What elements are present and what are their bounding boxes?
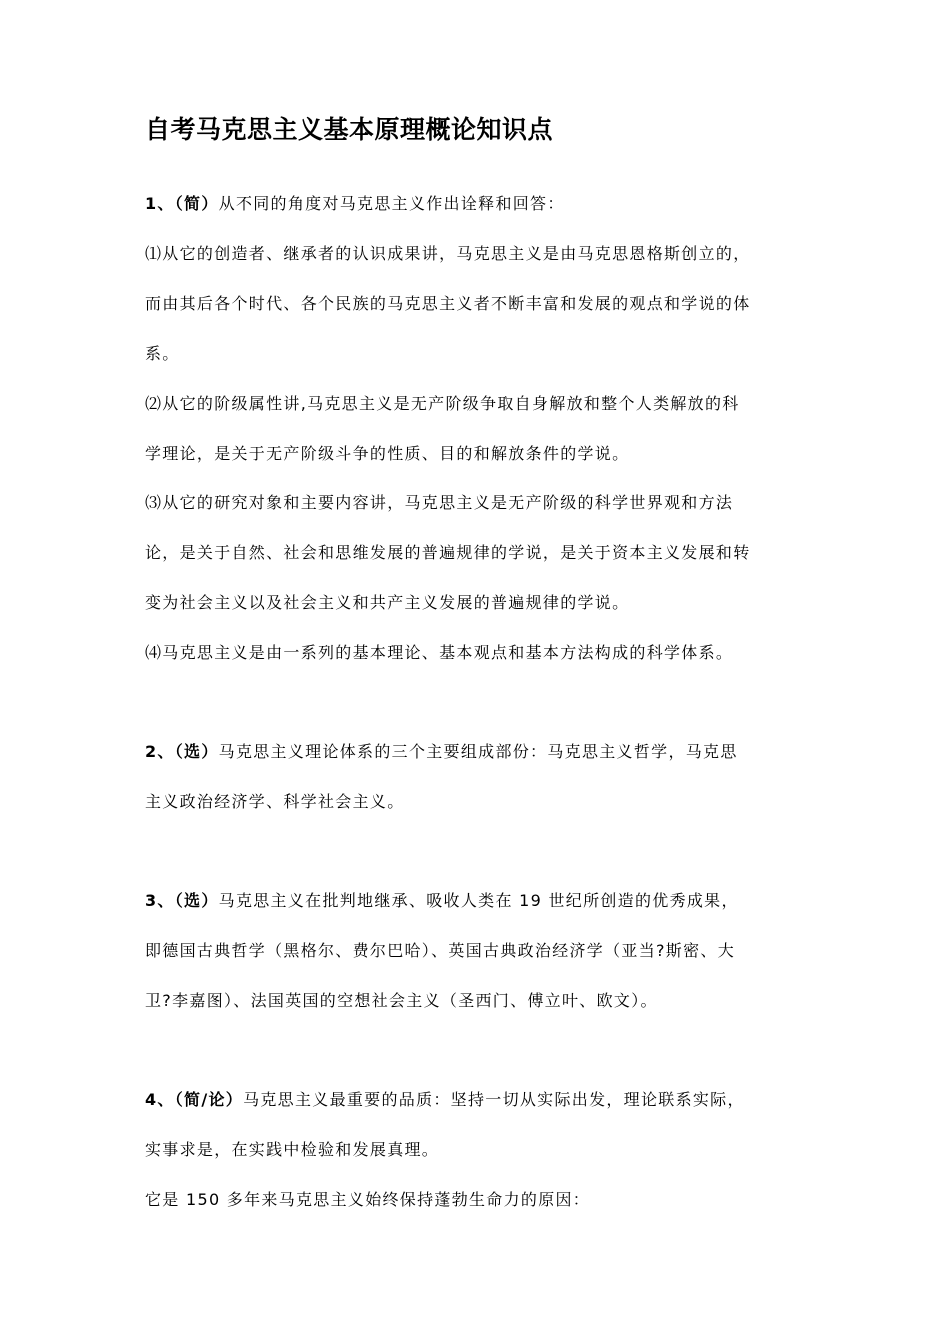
section-1-line-5: ⑵从它的阶级属性讲,马克思主义是无产阶级争取自身解放和整个人类解放的科	[145, 394, 740, 413]
section-4-text: 马克思主义最重要的品质：坚持一切从实际出发，理论联系实际，	[243, 1090, 745, 1109]
section-3-head: 3、（选）	[145, 891, 219, 910]
section-2-head: 2、（选）	[145, 742, 219, 761]
section-1-line-6: 学理论，是关于无产阶级斗争的性质、目的和解放条件的学说。	[145, 444, 630, 463]
section-1-head: 1、（简）	[145, 194, 219, 213]
section-1-line-3: 而由其后各个时代、各个民族的马克思主义者不断丰富和发展的观点和学说的体	[145, 294, 751, 313]
section-3-line-1	[145, 886, 739, 916]
document-title: 自考马克思主义基本原理概论知识点	[145, 115, 554, 144]
section-3-line-2: 即德国古典哲学（黑格尔、费尔巴哈）、英国古典政治经济学（亚当?斯密、大	[145, 941, 735, 960]
section-4-head: 4、（简/论）	[145, 1090, 244, 1109]
section-2-text: 马克思主义理论体系的三个主要组成部份：马克思主义哲学，马克思	[218, 742, 738, 761]
section-1-line-8: 论，是关于自然、社会和思维发展的普遍规律的学说，是关于资本主义发展和转	[145, 543, 751, 562]
section-1-line-1	[145, 189, 565, 219]
section-1-line-10: ⑷马克思主义是由一系列的基本理论、基本观点和基本方法构成的科学体系。	[145, 643, 734, 662]
section-1-line-7: ⑶从它的研究对象和主要内容讲，马克思主义是无产阶级的科学世界观和方法	[145, 493, 734, 512]
section-1-line-2: ⑴从它的创造者、继承者的认识成果讲，马克思主义是由马克思恩格斯创立的，	[145, 244, 751, 263]
section-2-line-1	[145, 737, 738, 767]
section-1-line-9: 变为社会主义以及社会主义和共产主义发展的普遍规律的学说。	[145, 593, 630, 612]
section-4-line-1	[145, 1085, 745, 1115]
section-4-line-2: 实事求是，在实践中检验和发展真理。	[145, 1140, 440, 1159]
section-2-line-2: 主义政治经济学、科学社会主义。	[145, 792, 405, 811]
section-3-text: 马克思主义在批判地继承、吸收人类在 19 世纪所创造的优秀成果，	[218, 891, 739, 910]
section-1-line-4: 系。	[145, 344, 180, 363]
section-3-line-3: 卫?李嘉图）、法国英国的空想社会主义（圣西门、傅立叶、欧文）。	[145, 991, 658, 1010]
section-1-text: 从不同的角度对马克思主义作出诠释和回答：	[218, 194, 565, 213]
section-4-line-3: 它是 150 多年来马克思主义始终保持蓬勃生命力的原因：	[145, 1190, 591, 1209]
